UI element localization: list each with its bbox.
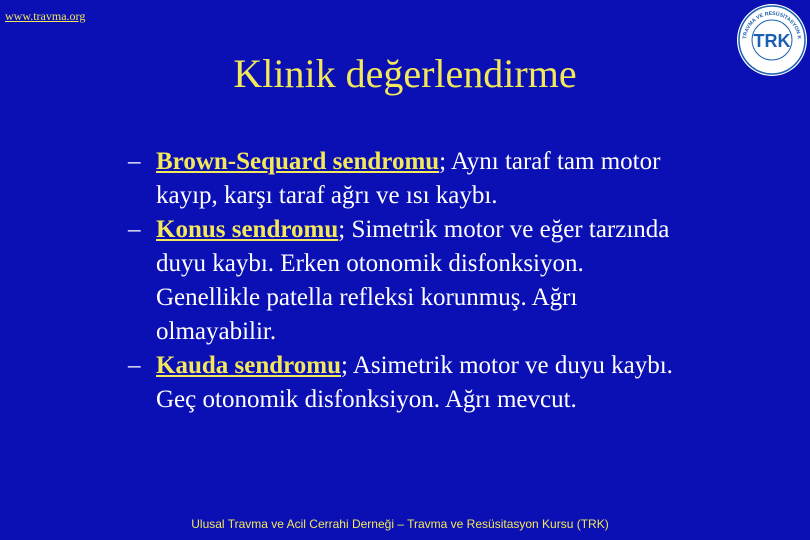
site-link[interactable]: www.travma.org (5, 9, 86, 23)
term-kauda[interactable]: Kauda sendromu (156, 352, 342, 379)
item-text: ; Asimetrik motor ve duyu kaybı. Geç otonomik disfonksiyon. Ağrı mevcut. (156, 352, 673, 413)
bullet-dash: – (128, 352, 141, 379)
footer-text: Ulusal Travma ve Acil Cerrahi Derneği – Travma ve Resüsitasyon Kursu (TRK) (191, 517, 609, 531)
bullet-dash: – (128, 216, 141, 243)
list-item-kauda (126, 349, 686, 417)
item-text: ; Simetrik motor ve eğer tarzında duyu kaybı. Erken otonomik disfonksiyon. Genellikle patella refleksi korunmuş. Ağrı olmayabilir. (156, 216, 670, 345)
bullet-dash: – (128, 148, 141, 175)
list-item-brown-sequard (126, 145, 686, 213)
logo-text: TRK (753, 31, 791, 51)
list-item-konus (126, 213, 686, 349)
term-konus[interactable]: Konus sendromu (156, 216, 339, 243)
term-brown-sequard[interactable]: Brown-Sequard sendromu (156, 148, 440, 175)
bullet-list (126, 145, 686, 417)
logo-ring-text: TRAVMA VE RESÜSİTASYON K (742, 10, 802, 40)
item-text: ; Aynı taraf tam motor kayıp, karşı taraf ağrı ve ısı kaybı. (156, 148, 661, 209)
slide-title: Klinik değerlendirme (233, 51, 577, 96)
